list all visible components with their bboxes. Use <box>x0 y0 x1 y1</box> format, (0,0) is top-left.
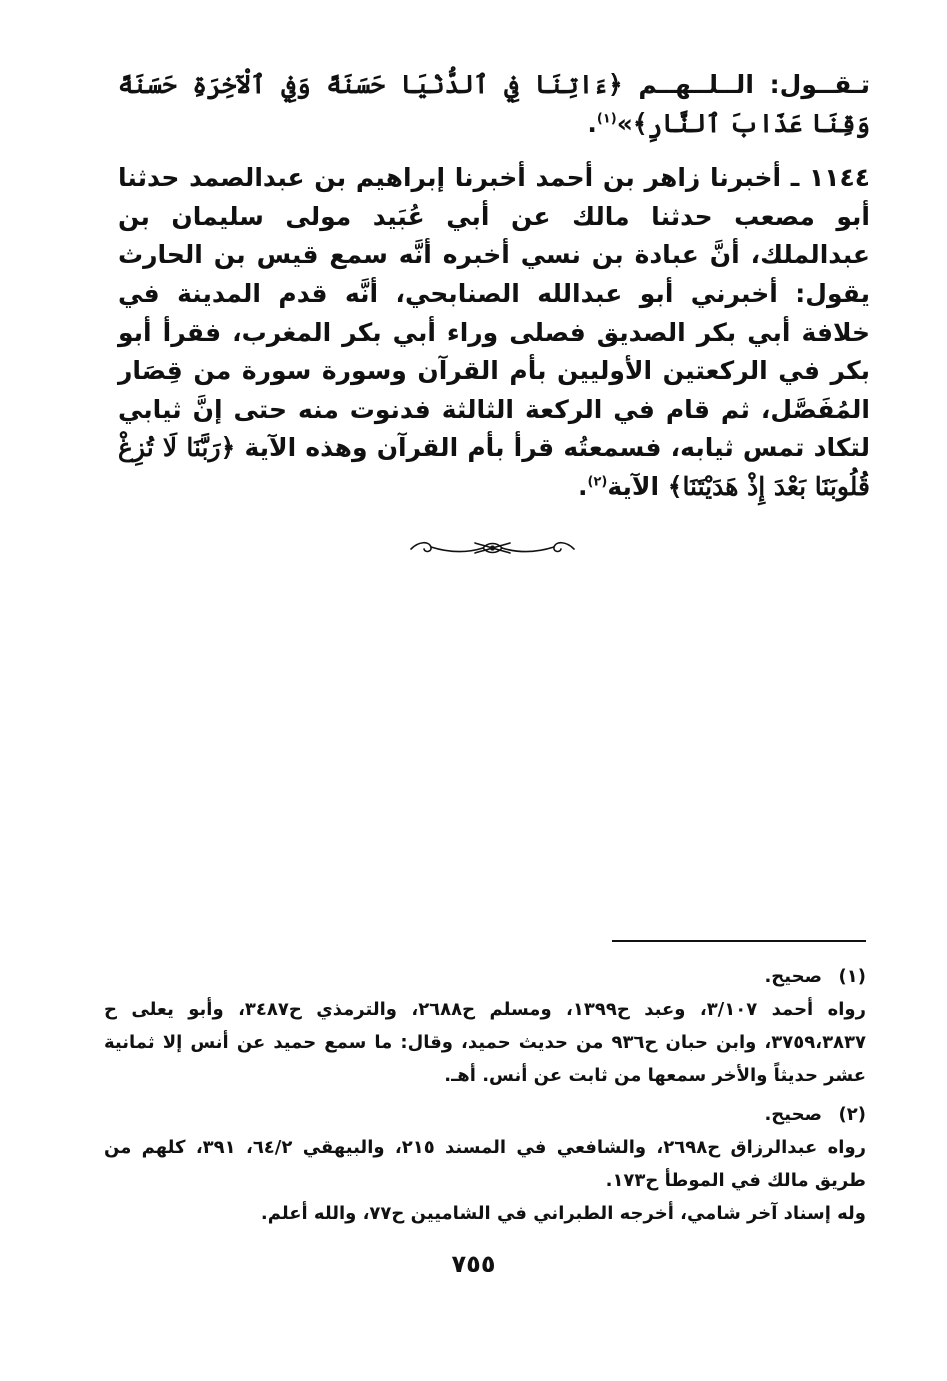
page-number: ٧٥٥ <box>451 1250 496 1278</box>
footnote-1-header <box>104 960 866 993</box>
hadith-text: ـ أخبرنا زاهر بن أحمد أخبرنا إبراهيم بن عبدالصمد حدثنا أبو مصعب حدثنا مالك عن أبي عُبَيد مولى سليمان بن عبدالملك، أنَّ عبادة بن نسي أخبره أنَّه سمع قيس بن الحارث يقول: أخبرني أبو عبدالله الصنابحي، أنَّه قدم المدينة في خلافة أبي بكر الصديق فصلى وراء أبي بكر المغرب، فقرأ أبو بكر في الركعتين الأوليين بأم القرآن وسورة سورة من قِصَار المُفَصَّل، ثم قام في الركعة الثالثة فدنوت منه حتى إنَّ ثيابي لتكاد تمس ثيابه، فسمعتُه قرأ بأم القرآن وهذه الآية <box>118 163 870 463</box>
hadith-number: ١١٤٤ <box>808 163 870 193</box>
main-text <box>118 66 870 507</box>
period: . <box>587 108 597 138</box>
paragraph-1 <box>118 66 870 143</box>
footnote-2-text: رواه عبدالرزاق ح٢٦٩٨، والشافعي في المسند ٢١٥، والبيهقي ٦٤/٢، ٣٩١، كلهم من طريق مالك في الموطأ ح١٧٣. <box>104 1137 867 1191</box>
quran-open-bracket: ﴿ <box>607 70 623 99</box>
footnote-1-number: (١) <box>838 966 866 987</box>
footnote-1-verdict: صحيح. <box>764 966 822 987</box>
footnote-separator <box>612 940 866 942</box>
footnote-2-number: (٢) <box>838 1104 866 1125</box>
footnote-2-text-extra: وله إسناد آخر شامي، أخرجه الطبراني في الشاميين ح٧٧، والله أعلم. <box>260 1203 866 1224</box>
footnote-ref-2: (٢) <box>587 474 608 490</box>
quote-mark: » <box>616 108 633 138</box>
quran-verse-1: ءَاتِنَا فِي ٱلدُّنْيَا حَسَنَةً وَفِي ٱلْآخِرَةِ حَسَنَةً وَقِنَا عَذَابَ ٱلنَّارِ <box>118 70 870 138</box>
quran-close-bracket: ﴾ <box>632 108 648 138</box>
period: . <box>578 471 588 501</box>
quran-open-bracket: ﴿ <box>220 433 236 463</box>
floral-divider-icon <box>405 534 580 564</box>
footnote-ref-1: (١) <box>596 111 617 127</box>
footnote-1-text: رواه أحمد ٣/١٠٧، وعبد ح١٣٩٩، ومسلم ح٢٦٨٨، والترمذي ح٣٤٨٧، وأبو يعلى ح ٣٧٥٩،٣٨٣٧، وابن حبان ح٩٣٦ من حديث حميد، وقال: ما سمع حميد عن أنس إلا ثمانية عشر حديثاً والأخر سمعها من ثابت عن أنس. أهـ. <box>104 999 867 1086</box>
footnote-2-header <box>104 1098 866 1131</box>
footnote-1 <box>104 960 866 1092</box>
footnote-2-verdict: صحيح. <box>764 1104 822 1125</box>
quran-verse-2: رَبَّنَا لَا تُزِغْ قُلُوبَنَا بَعْدَ إِذْ هَدَيْتَنَا <box>118 433 870 501</box>
paragraph-2 <box>118 159 870 506</box>
paragraph-1-intro: تـقــول: الــلــهــم <box>622 70 871 99</box>
footnotes <box>104 960 866 1230</box>
ayah-word: الآية <box>607 471 668 501</box>
quran-close-bracket: ﴾ <box>667 471 683 501</box>
footnote-2 <box>104 1098 866 1230</box>
